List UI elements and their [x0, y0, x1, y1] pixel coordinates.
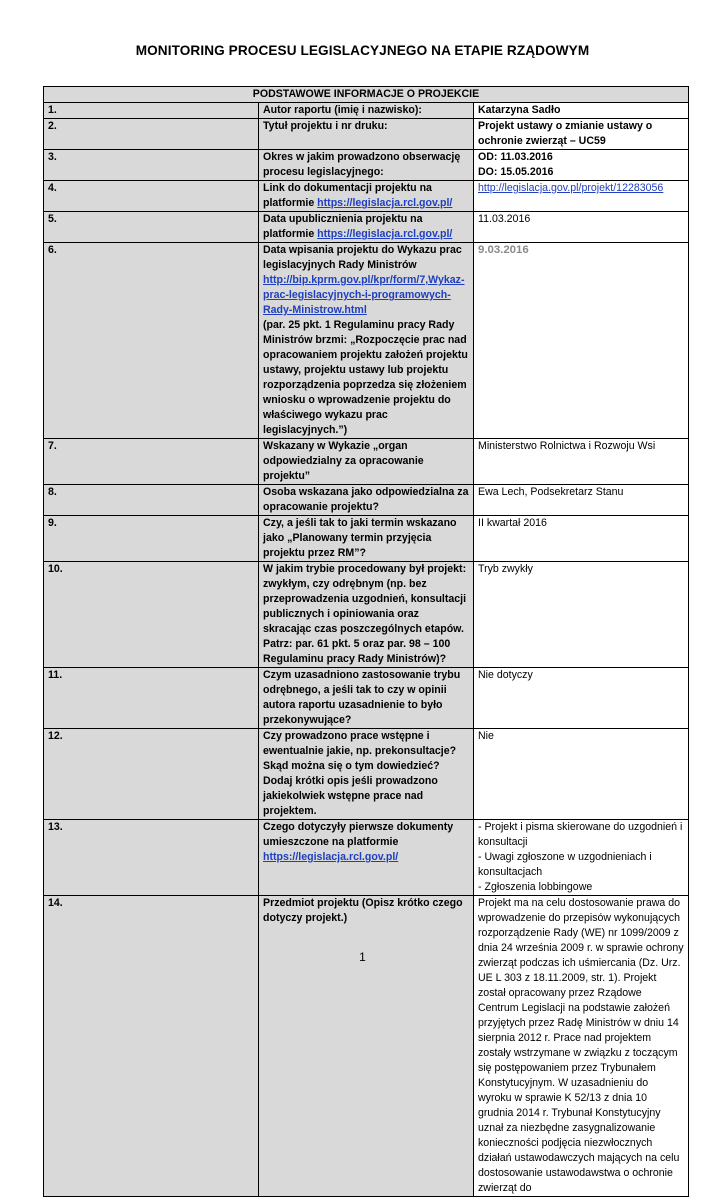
row-answer — [474, 150, 689, 181]
row-number: 6. — [44, 243, 259, 439]
platform-link[interactable]: https://legislacja.rcl.gov.pl/ — [317, 197, 453, 209]
table-row — [44, 485, 689, 516]
document-item: - Zgłoszenia lobbingowe — [478, 881, 593, 893]
row-number: 5. — [44, 212, 259, 243]
platform-link[interactable]: https://legislacja.rcl.gov.pl/ — [263, 851, 399, 863]
document-item: - Projekt i pisma skierowane do uzgodnień i konsultacji — [478, 821, 683, 848]
row-question: Przedmiot projektu (Opisz krótko czego dotyczy projekt.) — [259, 896, 474, 1197]
row-answer: Katarzyna Sadło — [474, 103, 689, 119]
row-number: 11. — [44, 668, 259, 729]
document-item: - Uwagi zgłoszone w uzgodnieniach i konsultacjach — [478, 851, 652, 878]
row-answer: II kwartał 2016 — [474, 516, 689, 562]
row-number: 12. — [44, 729, 259, 820]
table-row — [44, 103, 689, 119]
row-number: 9. — [44, 516, 259, 562]
question-note: (par. 25 pkt. 1 Regulaminu pracy Rady Ministrów brzmi: „Rozpoczęcie prac nad opracowaniem projektu założeń projektu ustawy, projektu ustawy lub projektu rozporządzenia poprzedza się złożeniem wniosku o wprowadzenie projektu do właściwego wykazu prac legislacyjnych.”) — [263, 319, 468, 436]
table-row — [44, 562, 689, 668]
row-number: 13. — [44, 820, 259, 896]
question-text: Data wpisania projektu do Wykazu prac legislacyjnych Rady Ministrów — [263, 244, 462, 271]
row-number: 14. — [44, 896, 259, 1197]
question-text: Data upublicznienia projektu na platformie — [263, 213, 423, 240]
row-question — [259, 212, 474, 243]
row-answer — [474, 820, 689, 896]
row-number: 8. — [44, 485, 259, 516]
row-number: 10. — [44, 562, 259, 668]
table-row — [44, 896, 689, 1197]
row-question: Tytuł projektu i nr druku: — [259, 119, 474, 150]
table-row — [44, 729, 689, 820]
row-question: Osoba wskazana jako odpowiedzialna za opracowanie projektu? — [259, 485, 474, 516]
project-info-table — [43, 86, 689, 1197]
row-question: Czy, a jeśli tak to jaki termin wskazano jako „Planowany termin przyjęcia projektu przez RM”? — [259, 516, 474, 562]
question-text: Czego dotyczyły pierwsze dokumenty umieszczone na platformie — [263, 821, 454, 848]
row-question: Autor raportu (imię i nazwisko): — [259, 103, 474, 119]
table-row — [44, 516, 689, 562]
table-row — [44, 181, 689, 212]
row-number: 1. — [44, 103, 259, 119]
row-question: Czy prowadzono prace wstępne i ewentualnie jakie, np. prekonsultacje? Skąd można się o tym dowiedzieć? Dodaj krótki opis jeśli prowadzono jakiekolwiek wstępne prace nad projektem. — [259, 729, 474, 820]
row-question: Wskazany w Wykazie „organ odpowiedzialny za opracowanie projektu” — [259, 439, 474, 485]
row-answer: Ministerstwo Rolnictwa i Rozwoju Wsi — [474, 439, 689, 485]
row-answer: Tryb zwykły — [474, 562, 689, 668]
table-row — [44, 439, 689, 485]
section-header: PODSTAWOWE INFORMACJE O PROJEKCIE — [44, 87, 689, 103]
wykaz-link[interactable]: http://bip.kprm.gov.pl/kpr/form/7,Wykaz-prac-legislacyjnych-i-programowych-Rady-Ministrow.html — [263, 274, 465, 316]
table-row — [44, 668, 689, 729]
row-answer: Ewa Lech, Podsekretarz Stanu — [474, 485, 689, 516]
section-header-row — [44, 87, 689, 103]
row-answer — [474, 181, 689, 212]
row-number: 7. — [44, 439, 259, 485]
row-number: 2. — [44, 119, 259, 150]
table-row — [44, 150, 689, 181]
row-answer: 9.03.2016 — [474, 243, 689, 439]
row-answer: Projekt ustawy o zmianie ustawy o ochronie zwierząt – UC59 — [474, 119, 689, 150]
project-documentation-link[interactable]: http://legislacja.gov.pl/projekt/12283056 — [478, 182, 664, 194]
row-question — [259, 243, 474, 439]
question-text: Link do dokumentacji projektu na platformie — [263, 182, 432, 209]
row-answer: Projekt ma na celu dostosowanie prawa do wprowadzenie do przepisów wykonujących rozporządzenie Rady (WE) nr 1099/2009 z dnia 24 września 2009 r. w sprawie ochrony zwierząt podczas ich uśmiercania (Dz. Urz. UE L 303 z 18.11.2009, str. 1). Projekt został opracowany przez Rządowe Centrum Legislacji na podstawie założeń przyjętych przez Radę Ministrów w dniu 14 sierpnia 2012 r. Prace nad projektem zostały wstrzymane w związku z toczącym się postępowaniem przez Trybunałem Konstytucyjnym. W uzasadnieniu do wyroku w sprawie K 52/13 z dnia 10 grudnia 2014 r. Trybunał Konstytucyjny uznał za niezbędne zasygnalizowanie konieczności podjęcia niezwłocznych działań ustawodawczych mających na celu dostosowanie ustawodawstwa o ochronie zwierząt do — [474, 896, 689, 1197]
row-answer: Nie dotyczy — [474, 668, 689, 729]
table-row — [44, 820, 689, 896]
row-question: W jakim trybie procedowany był projekt: zwykłym, czy odrębnym (np. bez przeprowadzenia uzgodnień, konsultacji publicznych i opiniowania oraz skracając czas poszczególnych etapów. Patrz: par. 61 pkt. 5 oraz par. 98 – 100 Regulaminu pracy Rady Ministrów)? — [259, 562, 474, 668]
row-number: 3. — [44, 150, 259, 181]
observation-end: DO: 15.05.2016 — [478, 166, 554, 178]
row-question — [259, 181, 474, 212]
row-question — [259, 820, 474, 896]
document-title: MONITORING PROCESU LEGISLACYJNEGO NA ETAPIE RZĄDOWYM — [135, 43, 590, 58]
row-answer: 11.03.2016 — [474, 212, 689, 243]
page-number: 1 — [359, 950, 366, 964]
row-question: Okres w jakim prowadzono obserwację procesu legislacyjnego: — [259, 150, 474, 181]
row-answer: Nie — [474, 729, 689, 820]
row-number: 4. — [44, 181, 259, 212]
table-row — [44, 243, 689, 439]
row-question: Czym uzasadniono zastosowanie trybu odrębnego, a jeśli tak to czy w opinii autora raportu uzasadnienie to było przekonywujące? — [259, 668, 474, 729]
table-row — [44, 212, 689, 243]
observation-start: OD: 11.03.2016 — [478, 151, 553, 163]
platform-link[interactable]: https://legislacja.rcl.gov.pl/ — [317, 228, 453, 240]
table-row — [44, 119, 689, 150]
